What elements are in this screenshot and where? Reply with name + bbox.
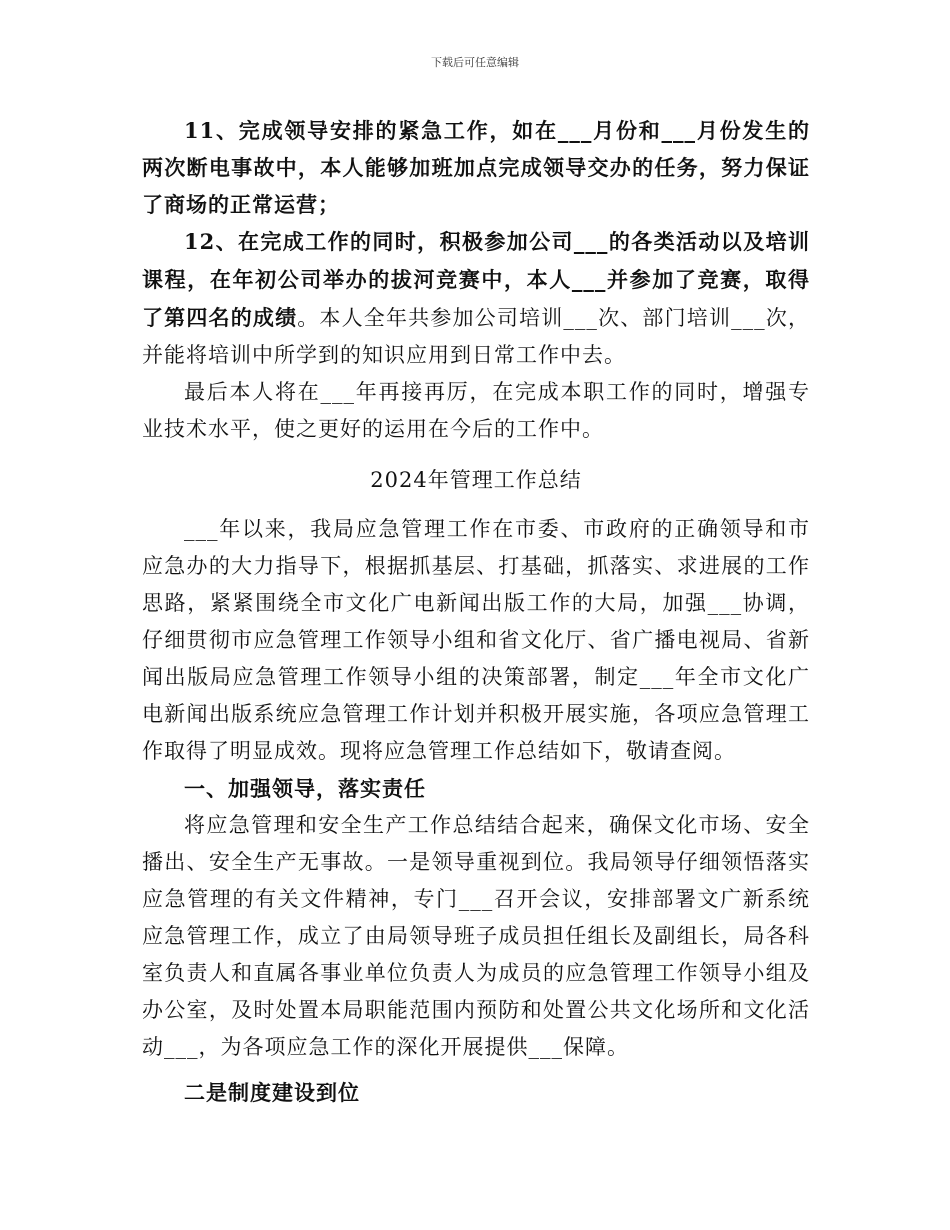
- section-title: 2024年管理工作总结: [370, 468, 582, 492]
- item-12-bold-text: 12、在完成工作的同时，积极参加公司___的各类活动以及培训课程，在年初公司举办的拔河竞赛中，本人___并参加了竞赛，取得了第四名的成绩: [142, 229, 810, 330]
- intro-paragraph: ___年以来，我局应急管理工作在市委、市政府的正确领导和市应急办的大力指导下，根据抓基层、打基础，抓落实、求进展的工作思路，紧紧围绕全市文化广电新闻出版工作的大局，加强___协调，仔细贯彻市应急管理工作领导小组和省文化厅、省广播电视局、省新闻出版局应急管理工作领导小组的决策部署，制定___年全市文化广电新闻出版系统应急管理工作计划并积极开展实施，各项应急管理工作取得了明显成效。现将应急管理工作总结如下，敬请查阅。: [142, 517, 810, 763]
- item-12-paragraph: [142, 223, 810, 374]
- closing-paragraph: 最后本人将在___年再接再厉，在完成本职工作的同时，增强专业技术水平，使之更好的运用在今后的工作中。: [142, 380, 810, 441]
- heading-strengthen-leadership: 一、加强领导，落实责任: [184, 776, 426, 801]
- document-body: [142, 112, 810, 1111]
- item-11-paragraph: 11、完成领导安排的紧急工作，如在___月份和___月份发生的两次断电事故中，本人能够加班加点完成领导交办的任务，努力保证了商场的正常运营；: [142, 118, 810, 217]
- page-header: 下载后可任意编辑: [431, 56, 519, 69]
- leadership-paragraph: 将应急管理和安全生产工作总结结合起来，确保文化市场、安全播出、安全生产无事故。一是领导重视到位。我局领导仔细领悟落实应急管理的有关文件精神，专门___召开会议，安排部署文广新系统应急管理工作，成立了由局领导班子成员担任组长及副组长，局各科室负责人和直属各事业单位负责人为成员的应急管理工作领导小组及办公室，及时处置本局职能范围内预防和处置公共文化场所和文化活动___，为各项应急工作的深化开展提供___保障。: [142, 813, 810, 1059]
- heading-system-construction: 二是制度建设到位: [184, 1080, 360, 1105]
- item-12-normal-text: 。本人全年共参加公司培训___次、部门培训___次，并能将培训中所学到的知识应用到日常工作中去。: [142, 306, 810, 367]
